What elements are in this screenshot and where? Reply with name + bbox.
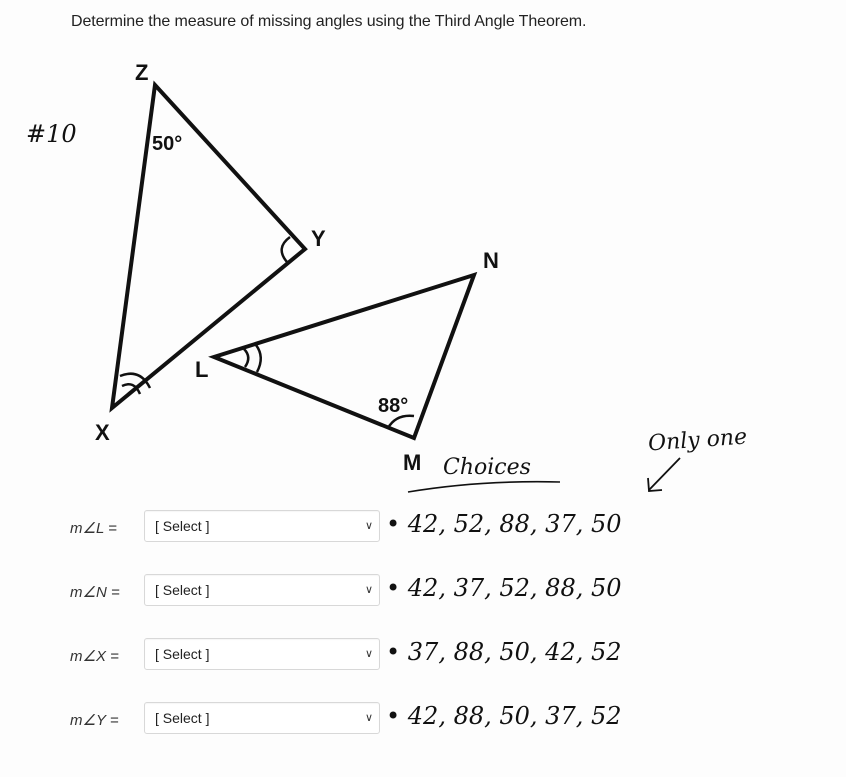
angle-z-measure: 50° — [152, 133, 183, 155]
only-one-arrow — [649, 458, 680, 490]
choices-annotation: Choices — [443, 455, 531, 480]
angle-arc-y — [282, 237, 290, 262]
instructions: Determine the measure of missing angles using the Third Angle Theorem. — [71, 13, 587, 30]
chevron-down-icon: ∨ — [364, 584, 373, 596]
choices-list-n: • 42, 37, 52, 88, 50 — [386, 574, 622, 602]
angle-label-x: m∠X = — [70, 648, 119, 665]
choices-list-l: • 42, 52, 88, 37, 50 — [386, 510, 622, 538]
chevron-down-icon: ∨ — [364, 520, 373, 532]
angle-label-n: m∠N = — [70, 584, 120, 601]
angle-arc-l-inner — [244, 349, 248, 367]
triangle-xyz — [112, 85, 305, 408]
answer-row-y — [0, 702, 846, 736]
chevron-down-icon: ∨ — [364, 712, 373, 724]
answer-row-x — [0, 638, 846, 672]
angle-y-select[interactable] — [144, 702, 380, 734]
vertex-label-z: Z — [135, 60, 149, 85]
angle-m-measure: 88° — [378, 395, 409, 417]
choices-underline — [408, 482, 560, 492]
select-placeholder: [ Select ] — [155, 710, 210, 726]
vertex-label-x: X — [95, 420, 110, 445]
problem-number: #10 — [26, 120, 77, 148]
select-placeholder: [ Select ] — [155, 646, 210, 662]
choices-list-x: • 37, 88, 50, 42, 52 — [386, 638, 622, 666]
angle-x-select[interactable] — [144, 638, 380, 670]
answer-row-n — [0, 574, 846, 608]
angle-n-select[interactable] — [144, 574, 380, 606]
angle-label-y: m∠Y = — [70, 712, 119, 729]
vertex-label-n: N — [483, 248, 499, 273]
triangle-lmn — [214, 275, 474, 438]
angle-label-l: m∠L = — [70, 520, 117, 537]
vertex-label-y: Y — [311, 226, 326, 251]
vertex-label-l: L — [195, 357, 209, 382]
angle-l-select[interactable] — [144, 510, 380, 542]
angle-arc-l-outer — [256, 345, 261, 372]
chevron-down-icon: ∨ — [364, 648, 373, 660]
choices-list-y: • 42, 88, 50, 37, 52 — [386, 702, 622, 730]
vertex-label-m: M — [403, 450, 422, 475]
select-placeholder: [ Select ] — [155, 582, 210, 598]
only-one-annotation: Only one — [647, 424, 748, 457]
select-placeholder: [ Select ] — [155, 518, 210, 534]
answer-row-l — [0, 510, 846, 544]
angle-arc-m — [388, 416, 414, 428]
